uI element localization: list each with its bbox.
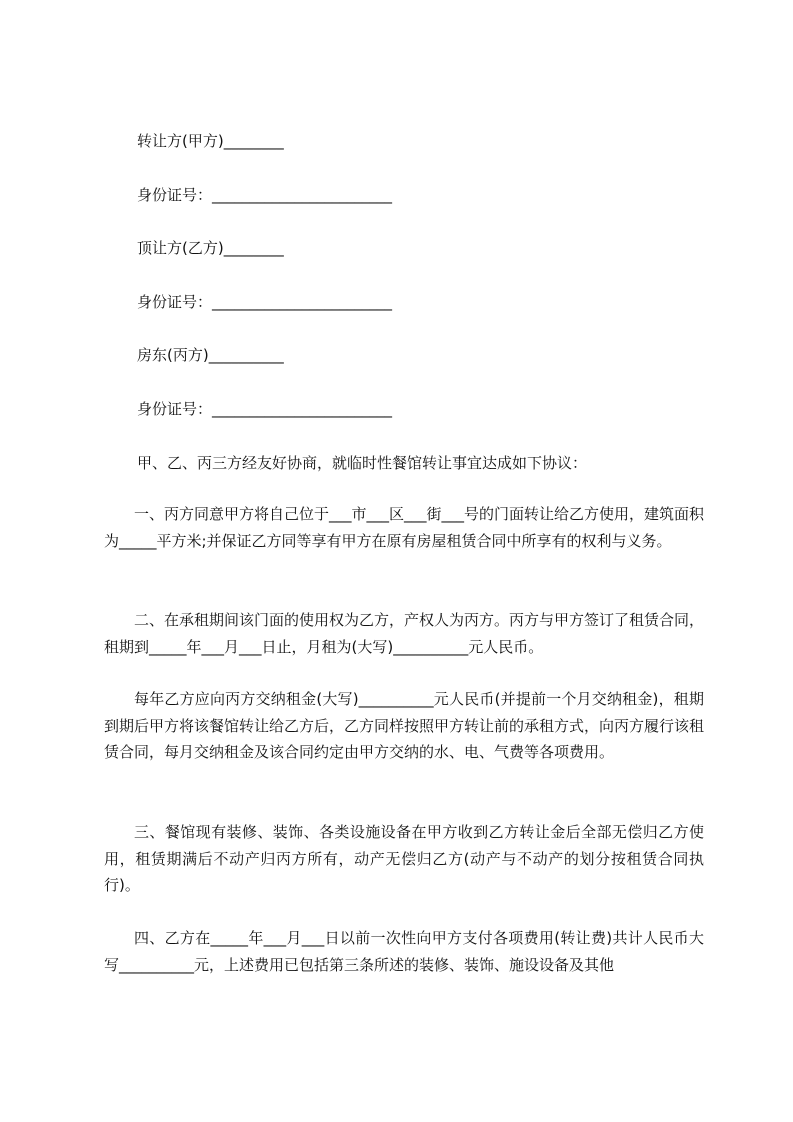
clause-2-rent-text: 每年乙方应向丙方交纳租金(大写)__________元人民币(并提前一个月交纳租金)，租期到期后甲方将该餐馆转让给乙方后，乙方同样按照甲方转让前的承租方式，向丙方履行该租赁合同，每月交纳租金及该合同约定由甲方交纳的水、电、气费等各项费用。 [104,690,705,761]
transferor-id-field: 身份证号：________________________ [137,186,393,204]
clause-1 [104,501,704,554]
clause-3 [104,819,704,899]
clause-3-text: 三、餐馆现有装修、装饰、各类设施设备在甲方收到乙方转让金后全部无偿归乙方使用，租赁期满后不动产归丙方所有，动产无偿归乙方(动产与不动产的划分按租赁合同执行)。 [104,823,704,894]
clause-2 [104,607,704,660]
agreement-intro: 甲、乙、丙三方经友好协商，就临时性餐馆转让事宜达成如下协议： [137,454,588,472]
landlord-id-field: 身份证号：________________________ [137,400,393,418]
clause-4 [104,925,704,978]
landlord-field: 房东(丙方)__________ [137,346,284,364]
clause-1-text: 一、丙方同意甲方将自己位于___市___区___街___号的门面转让给乙方使用，建筑面积为_____平方米;并保证乙方同等享有甲方在原有房屋租赁合同中所享有的权利与义务。 [104,505,705,550]
clause-2-text: 二、在承租期间该门面的使用权为乙方，产权人为丙方。丙方与甲方签订了租赁合同，租期到_____年___月___日止，月租为(大写)__________元人民币。 [104,611,705,656]
clause-2-rent [104,686,704,766]
transferee-id-field: 身份证号：________________________ [137,293,393,311]
clause-4-text: 四、乙方在_____年___月___日以前一次性向甲方支付各项费用(转让费)共计人民币大写__________元，上述费用已包括第三条所述的装修、装饰、施设设备及其他 [104,929,704,974]
transferor-field: 转让方(甲方)________ [137,132,284,150]
transferee-field: 顶让方(乙方)________ [137,239,284,257]
